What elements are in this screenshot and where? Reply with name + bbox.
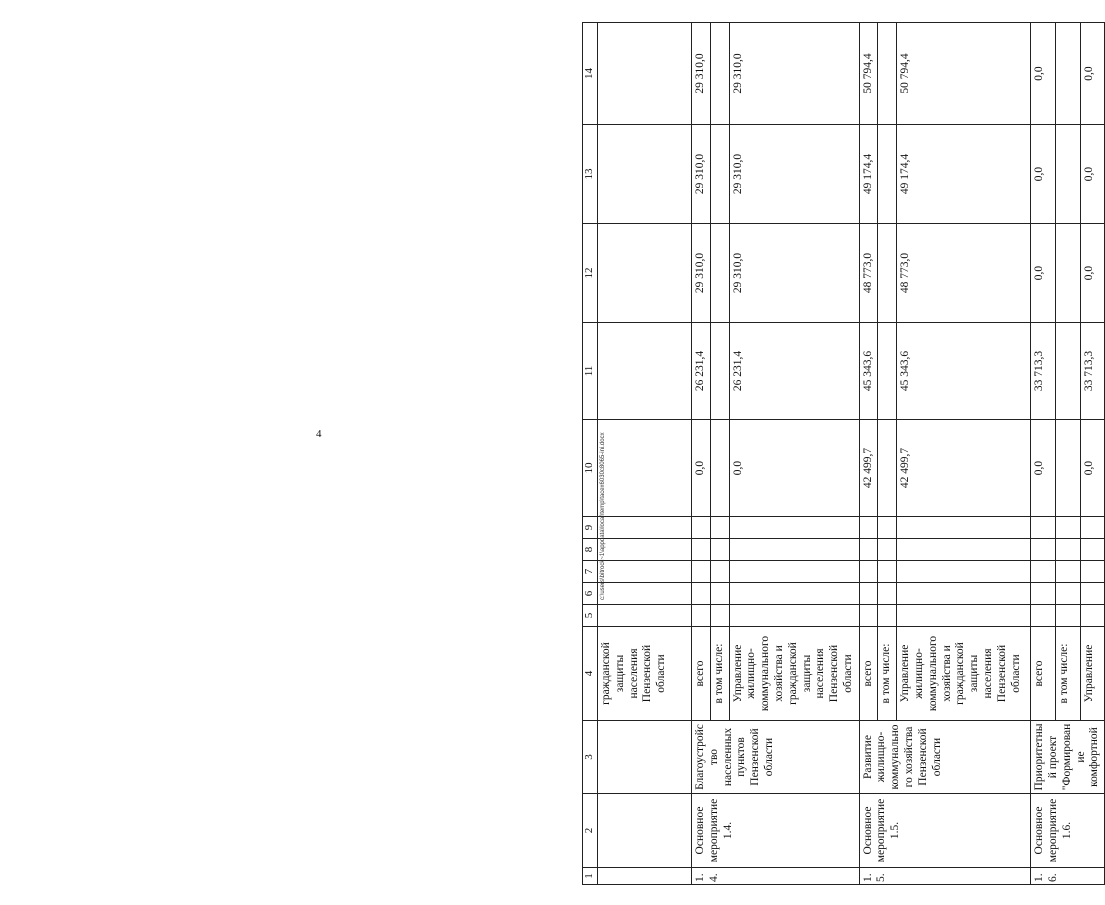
cell-measure: Основное мероприятие 1.5. bbox=[859, 794, 1031, 868]
cell-value bbox=[878, 224, 897, 323]
cell-value bbox=[598, 23, 692, 125]
cell-value: 50 794,4 bbox=[859, 23, 878, 125]
cell-executor: Управление жилищно-коммунального хозяйства и гражданской защиты населения Пензенской области bbox=[729, 627, 859, 721]
cell-value: 29 310,0 bbox=[692, 23, 711, 125]
cell-value: 0,0 bbox=[729, 420, 859, 517]
cell-value: 0,0 bbox=[692, 420, 711, 517]
table-row bbox=[859, 23, 878, 885]
cell-value: 29 310,0 bbox=[729, 224, 859, 323]
header-cell: 2 bbox=[583, 794, 598, 868]
cell-value bbox=[598, 420, 692, 517]
footer-path-text: c:\users\bitrock~1\appdata\local\temp\tacex6030c8065-ini.docx bbox=[600, 432, 606, 600]
cell-value: 42 499,7 bbox=[859, 420, 878, 517]
header-row bbox=[583, 23, 598, 885]
cell-value: 49 174,4 bbox=[859, 125, 878, 224]
cell-measure: Основное мероприятие 1.4. bbox=[692, 794, 860, 868]
table-row bbox=[598, 23, 692, 885]
cell-value: 0,0 bbox=[1031, 23, 1056, 125]
table-row bbox=[1031, 23, 1056, 885]
cell-value bbox=[1055, 420, 1080, 517]
cell-value: 48 773,0 bbox=[859, 224, 878, 323]
cell-number: 1.4. bbox=[692, 868, 860, 885]
cell-value: 49 174,4 bbox=[897, 125, 1031, 224]
cell-value: 48 773,0 bbox=[897, 224, 1031, 323]
cell-value: 45 343,6 bbox=[897, 323, 1031, 420]
cell-title: Приоритетный проект "Формирование комфортной bbox=[1031, 721, 1105, 794]
budget-table bbox=[582, 22, 1105, 885]
cell-value bbox=[1055, 224, 1080, 323]
cell-value: 26 231,4 bbox=[729, 323, 859, 420]
cell-number: 1.5. bbox=[859, 868, 1031, 885]
header-cell: 5 bbox=[583, 605, 598, 627]
cell-value bbox=[1055, 323, 1080, 420]
cell-value bbox=[598, 125, 692, 224]
cell-value: 42 499,7 bbox=[897, 420, 1031, 517]
cell-value: 29 310,0 bbox=[729, 125, 859, 224]
cell-value: 0,0 bbox=[1080, 23, 1105, 125]
header-cell: 9 bbox=[583, 517, 598, 539]
header-cell: 8 bbox=[583, 539, 598, 561]
header-cell: 4 bbox=[583, 627, 598, 721]
cell-number: 1.6. bbox=[1031, 868, 1105, 885]
cell-title: Благоустройство населенных пунктов Пензенской области bbox=[692, 721, 860, 794]
cell-value: 0,0 bbox=[1031, 125, 1056, 224]
table-row bbox=[692, 23, 711, 885]
cell-value bbox=[598, 224, 692, 323]
cell-value: 50 794,4 bbox=[897, 23, 1031, 125]
cell-value: 45 343,6 bbox=[859, 323, 878, 420]
cell-title bbox=[598, 721, 692, 794]
cell-value: 29 310,0 bbox=[692, 224, 711, 323]
cell-value: 33 713,3 bbox=[1080, 323, 1105, 420]
header-cell: 3 bbox=[583, 721, 598, 794]
cell-executor: гражданской защиты населения Пензенской области bbox=[598, 627, 692, 721]
cell-value: 33 713,3 bbox=[1031, 323, 1056, 420]
cell-value bbox=[1055, 23, 1080, 125]
cell-measure: Основное мероприятие 1.6. bbox=[1031, 794, 1105, 868]
header-cell: 14 bbox=[583, 23, 598, 125]
cell-value bbox=[878, 323, 897, 420]
cell-executor: в том числе: bbox=[710, 627, 729, 721]
header-cell: 10 bbox=[583, 420, 598, 517]
cell-value: 26 231,4 bbox=[692, 323, 711, 420]
cell-value bbox=[710, 224, 729, 323]
cell-value: 29 310,0 bbox=[729, 23, 859, 125]
cell-value: 0,0 bbox=[1080, 224, 1105, 323]
cell-title: Развитие жилищно-коммунального хозяйства Пензенской области bbox=[859, 721, 1031, 794]
cell-value bbox=[878, 125, 897, 224]
cell-value bbox=[710, 125, 729, 224]
cell-executor: всего bbox=[692, 627, 711, 721]
cell-value bbox=[878, 420, 897, 517]
cell-value bbox=[878, 23, 897, 125]
cell-value bbox=[710, 420, 729, 517]
cell-executor: в том числе: bbox=[878, 627, 897, 721]
cell-value bbox=[598, 323, 692, 420]
cell-number bbox=[598, 868, 692, 885]
cell-value: 0,0 bbox=[1080, 125, 1105, 224]
header-cell: 13 bbox=[583, 125, 598, 224]
cell-value bbox=[710, 23, 729, 125]
cell-executor: всего bbox=[1031, 627, 1056, 721]
cell-executor: Управление bbox=[1080, 627, 1105, 721]
cell-value bbox=[1055, 125, 1080, 224]
header-cell: 6 bbox=[583, 583, 598, 605]
cell-executor: всего bbox=[859, 627, 878, 721]
cell-executor: Управление жилищно-коммунального хозяйства и гражданской защиты населения Пензенской области bbox=[897, 627, 1031, 721]
cell-value bbox=[710, 323, 729, 420]
header-cell: 7 bbox=[583, 561, 598, 583]
header-cell: 12 bbox=[583, 224, 598, 323]
header-cell: 1 bbox=[583, 868, 598, 885]
cell-value: 0,0 bbox=[1080, 420, 1105, 517]
cell-value: 0,0 bbox=[1031, 224, 1056, 323]
cell-value: 0,0 bbox=[1031, 420, 1056, 517]
cell-executor: в том числе: bbox=[1055, 627, 1080, 721]
page-number: 4 bbox=[316, 428, 322, 440]
cell-measure bbox=[598, 794, 692, 868]
cell-value: 29 310,0 bbox=[692, 125, 711, 224]
header-cell: 11 bbox=[583, 323, 598, 420]
